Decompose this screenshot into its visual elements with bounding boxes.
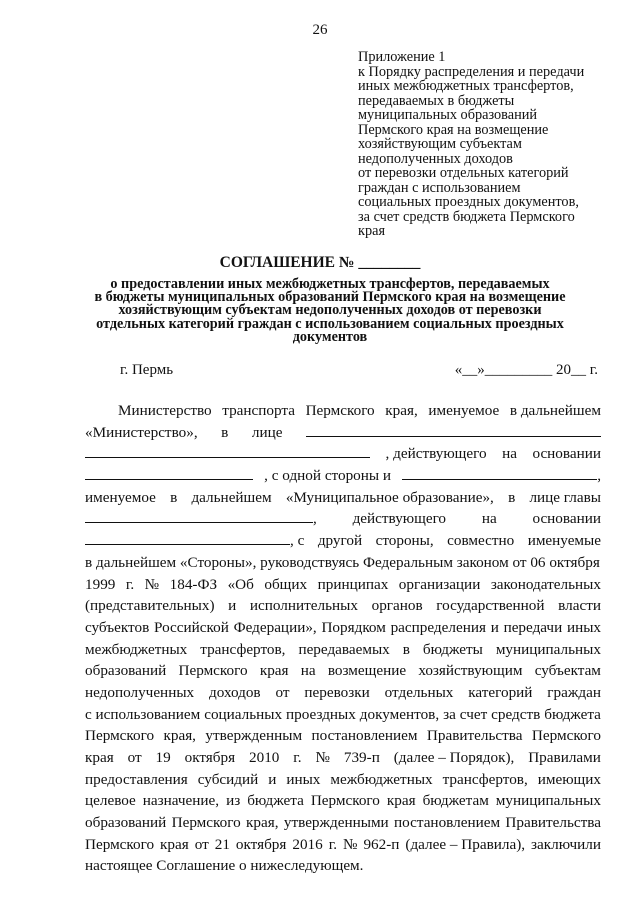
body-line [85, 530, 601, 552]
word: документов, [359, 705, 440, 723]
subtitle-line: о предоставлении иных межбюджетных трансфертов, передаваемых [110, 276, 550, 292]
appendix-line: недополученных доходов [358, 150, 513, 167]
body-line [85, 682, 601, 704]
word: общих [264, 575, 308, 593]
body-line [85, 443, 601, 465]
word: в [170, 488, 178, 506]
body-line [85, 812, 601, 834]
subtitle-line: в бюджеты муниципальных образований Пермского края на возмещение [94, 289, 566, 306]
word: , с [290, 532, 305, 550]
line-text: настоящее Соглашение о нижеследующем. [85, 857, 364, 875]
word: образований [85, 814, 167, 832]
blank-line [402, 465, 597, 480]
word: передачи [503, 618, 563, 636]
word: на [300, 662, 316, 680]
appendix-line: социальных проездных документов, [358, 194, 579, 210]
word: № [144, 575, 160, 593]
word: счет [459, 705, 488, 723]
body-line [85, 834, 601, 856]
word: проездных [286, 705, 356, 723]
word: «Об [227, 575, 254, 593]
word: Пермского [171, 814, 241, 832]
word: муниципальных [495, 640, 601, 658]
word: средств [491, 705, 541, 723]
word: дальнейшем [191, 488, 272, 506]
word: заключили [531, 835, 601, 853]
body-line [85, 660, 601, 682]
word: именуемое [85, 488, 156, 506]
word: и [268, 770, 277, 788]
word: основании [532, 510, 601, 528]
word: недополученных [85, 683, 195, 701]
city-label: г. Пермь [120, 362, 174, 378]
body-line [85, 574, 601, 596]
word: 184-ФЗ [169, 575, 218, 593]
word: «Муниципальное образование», [285, 488, 494, 506]
word: 2016 [292, 835, 323, 853]
word: края [85, 749, 114, 766]
word: , [313, 510, 317, 528]
word: края, [163, 727, 196, 745]
word: бюджета [247, 792, 304, 810]
word: совместно [447, 532, 515, 550]
word: г. [293, 749, 302, 766]
word: перевозки [304, 683, 370, 701]
word: Федерации», [233, 618, 317, 636]
appendix-line: граждан с использованием [358, 179, 521, 196]
word: доходов [209, 683, 261, 701]
word: возмещение [327, 662, 407, 680]
word: 1999 [85, 575, 116, 593]
word: , [597, 467, 601, 485]
word: Пермского [310, 792, 380, 810]
word: края [160, 835, 189, 853]
word: Правилами [528, 749, 601, 766]
blank-line [85, 465, 253, 480]
blank-line [85, 443, 370, 458]
word: 962-п [363, 835, 400, 853]
word: отдельных [384, 683, 454, 701]
word: 21 [214, 835, 230, 853]
word: предоставления [85, 770, 188, 788]
body-line [85, 595, 601, 617]
word: трансфертов, [200, 640, 286, 658]
agreement-title: СОГЛАШЕНИЕ № ________ [219, 254, 421, 271]
blank-line [85, 508, 313, 523]
word: 2010 [249, 749, 280, 766]
word: утвержденным [205, 727, 303, 745]
body-line [85, 639, 601, 661]
appendix-block [358, 50, 628, 239]
word: , с одной стороны и [264, 467, 392, 485]
word: Министерство [118, 402, 212, 419]
word: передаваемых [298, 640, 390, 658]
body-line [85, 508, 601, 530]
word: бюджета [544, 705, 601, 723]
word: утвержденными [283, 814, 389, 832]
blank-line [306, 422, 601, 437]
word: принципах [317, 575, 389, 593]
word: Пермского [85, 727, 155, 745]
word: трансфертов, [442, 770, 528, 788]
body-line [85, 487, 601, 509]
word: с использованием [85, 705, 201, 723]
word: на [502, 445, 517, 463]
body-line [85, 725, 601, 747]
word: образований [85, 662, 167, 680]
word: иных [566, 618, 601, 636]
body-line [85, 552, 601, 574]
word: в дальнейшем [509, 402, 601, 419]
appendix-line: иных межбюджетных трансфертов, [358, 78, 574, 94]
subtitle-line: хозяйствующим субъектам недополученных доходов от перевозки [118, 302, 542, 319]
word: октября [235, 835, 287, 853]
body-line [85, 769, 601, 791]
word: за [443, 705, 456, 723]
word: бюджеты [422, 640, 483, 658]
word: октября [184, 749, 236, 766]
word: транспорта [222, 402, 295, 419]
body-line [85, 790, 601, 812]
word: назначение, [142, 792, 220, 810]
appendix-line: к Порядку распределения и передачи [358, 63, 585, 80]
word: бюджетам [422, 792, 489, 810]
body-line [85, 747, 601, 769]
word: Правительства [505, 814, 601, 832]
agreement-subtitle [70, 278, 590, 344]
date-field: «__»_________ 20__ г. [454, 362, 598, 378]
word: в [221, 423, 229, 441]
word: другой [317, 532, 363, 550]
word: Порядком [321, 618, 386, 636]
line-text: в дальнейшем «Стороны», руководствуясь Федеральным законом от 06 октября [85, 553, 600, 571]
appendix-line: муниципальных образований [358, 107, 538, 123]
body-line [85, 617, 601, 639]
word: и [490, 618, 499, 636]
word: Пермского [531, 727, 601, 745]
word: края [259, 662, 289, 680]
word: № [315, 749, 330, 766]
word: социальных [204, 705, 283, 723]
word: целевое [85, 792, 136, 810]
word: в [508, 488, 516, 506]
word: (далее – Правила), [405, 835, 526, 853]
word: Пермского [85, 835, 155, 853]
word: Пермского [305, 402, 375, 419]
word: иных [286, 770, 321, 788]
word: организации [398, 575, 481, 593]
body-line [85, 400, 601, 422]
word: власти [558, 597, 601, 615]
page-number: 26 [312, 22, 328, 38]
appendix-line: хозяйствующим субъектам [358, 136, 522, 152]
word: от [127, 749, 142, 766]
word: (далее – Порядок), [393, 749, 515, 766]
appendix-line: передаваемых в бюджеты [358, 92, 515, 109]
word: в [402, 640, 410, 658]
word: № [342, 835, 358, 853]
word: 739-п [343, 749, 380, 766]
word: основании [532, 445, 601, 463]
word: края [386, 792, 416, 810]
appendix-line: Пермского края на возмещение [358, 121, 549, 138]
word: хозяйствующим [418, 662, 523, 680]
word: Пермского [178, 662, 248, 680]
word: межбюджетных [330, 770, 433, 788]
body-line [85, 422, 601, 444]
body-line [85, 855, 601, 877]
word: субъектам [534, 662, 601, 680]
word: именуемое [428, 402, 500, 419]
body-line [85, 465, 601, 487]
word: , действующего [385, 445, 487, 463]
word: субъектов [85, 618, 150, 636]
word: 19 [155, 749, 171, 766]
word: имеющих [537, 770, 601, 788]
word: распределения [390, 618, 486, 636]
word: именуемые [527, 532, 601, 550]
body-line [85, 704, 601, 726]
word: Российской [154, 618, 229, 636]
appendix-line: Приложение 1 [358, 49, 446, 65]
word: и [228, 597, 237, 615]
word: муниципальных [495, 792, 601, 810]
word: края, [385, 402, 418, 419]
word: от [275, 683, 290, 701]
subtitle-line: документов [292, 328, 368, 345]
appendix-line: от перевозки отдельных категорий [358, 165, 569, 181]
word: субсидий [197, 770, 259, 788]
word: из [226, 792, 241, 810]
word: законодательных [490, 575, 601, 593]
word: лице [251, 423, 283, 441]
blank-line [85, 530, 290, 545]
word: г. [328, 835, 338, 853]
word: (представительных) [85, 597, 215, 615]
word: на [481, 510, 497, 528]
word: постановлением [311, 727, 418, 745]
word: Правительства [426, 727, 523, 745]
word: «Министерство», [85, 423, 198, 441]
word: г. [125, 575, 135, 593]
word: стороны, [375, 532, 434, 550]
subtitle-line: отдельных категорий граждан с использованием социальных проездных [96, 315, 564, 332]
appendix-line: за счет средств бюджета Пермского [358, 208, 575, 225]
agreement-body [85, 400, 601, 877]
appendix-line: края [358, 223, 386, 239]
word: органов [371, 597, 423, 615]
word: действующего [352, 510, 447, 528]
word: исполнительных [249, 597, 358, 615]
word: от [194, 835, 209, 853]
word: межбюджетных [85, 640, 188, 658]
word: государственной [436, 597, 545, 615]
word: лице главы [529, 488, 601, 506]
word: постановлением [394, 814, 501, 832]
word: края, [246, 814, 279, 832]
word: категорий [468, 683, 533, 701]
word: граждан [547, 683, 601, 701]
